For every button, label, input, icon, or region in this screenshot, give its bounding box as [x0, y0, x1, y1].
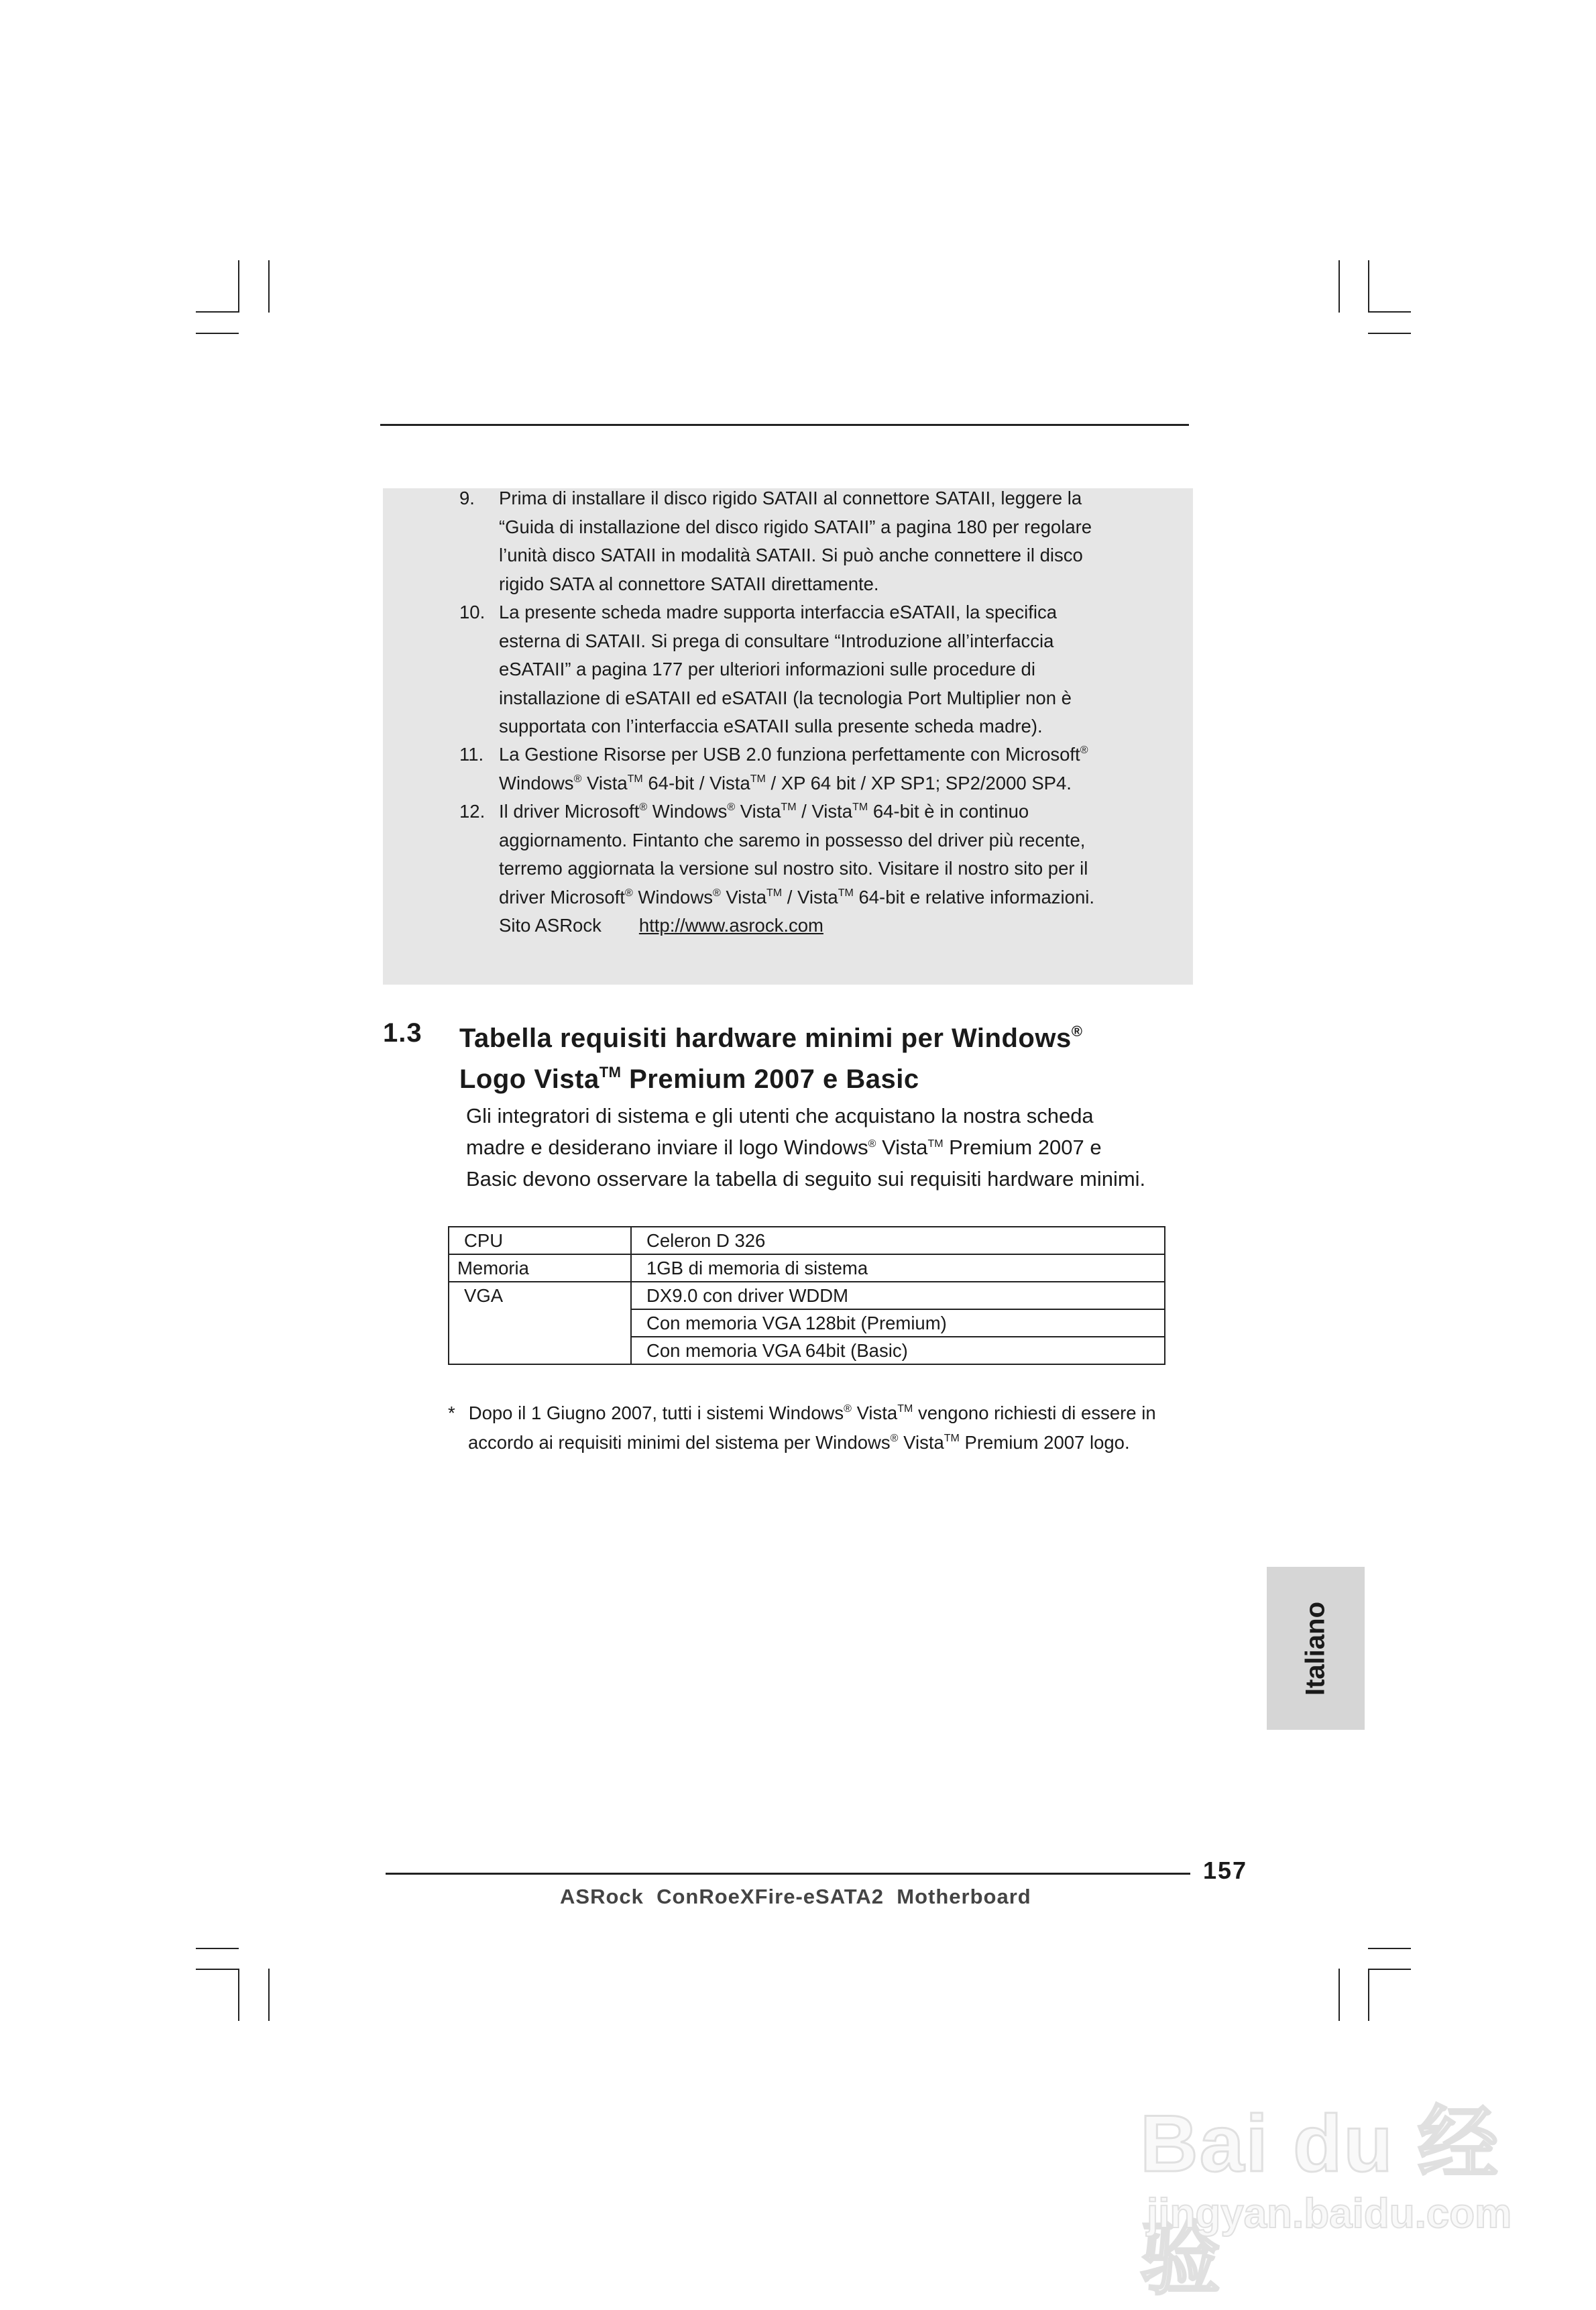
crop-mark — [196, 311, 239, 313]
section-title: Tabella requisiti hardware minimi per Windows® Logo Vista™ Premium 2007 e Basic — [459, 1023, 1083, 1094]
table-row: Con memoria VGA 128bit (Premium) — [449, 1309, 1165, 1337]
intro-paragraph: Gli integratori di sistema e gli utenti che acquistano la nostra scheda madre e desiderano inviare il logo Windows® Vista™ Premium 2007 e Basic devono osservare la tabella di seguito sui requisiti hardware minimi. — [466, 1104, 1146, 1191]
table-row: CPU Celeron D 326 — [449, 1227, 1165, 1254]
note-9: 9. Prima di installare il disco rigido SATAII al connettore SATAII, leggere la “Guida di installazione del disco rigido SATAII” a pagina 180 per regolare l’unità disco SATAII in modalità SATAII. Si può anche connettere il disco rigido SATA al connettore SATAII direttamente. — [459, 488, 1092, 594]
baidu-watermark: Bai du 经验 jingyan.baidu.com — [1140, 2099, 1512, 2304]
crop-mark — [1368, 1969, 1369, 2021]
crop-mark — [196, 333, 239, 334]
crop-mark — [1368, 311, 1411, 313]
table-row: Memoria 1GB di memoria di sistema — [449, 1254, 1165, 1282]
requirements-table — [448, 1226, 1165, 1365]
crop-mark — [268, 1969, 270, 2021]
crop-mark — [268, 260, 270, 313]
crop-mark — [1368, 333, 1411, 334]
header-rule — [380, 424, 1189, 426]
crop-mark — [196, 1948, 239, 1949]
crop-mark — [1368, 1969, 1411, 1970]
crop-mark — [1338, 1969, 1340, 2021]
note-10: 10. La presente scheda madre supporta interfaccia eSATAII, la specifica esterna di SATAII. Si prega di consultare “Introduzione all’interfaccia eSATAII” a pagina 177 per ulteriori informazioni sulle procedure di installazione di eSATAII ed eSATAII (la tecnologia Port Multiplier non è supportata con l’interfaccia eSATAII sulla presente scheda madre). — [459, 602, 1072, 736]
crop-mark — [238, 260, 239, 313]
asrock-site-link[interactable]: http://www.asrock.com — [638, 915, 823, 936]
page-number: 157 — [1203, 1857, 1248, 1884]
crop-mark — [238, 1969, 239, 2021]
site-label: Sito ASRock — [499, 915, 602, 936]
note-12: 12. Il driver Microsoft® Windows® Vista™ / Vista™ 64-bit è in continuo aggiornamento. Fintanto che saremo in possesso del driver più recente, terremo aggiornata la versione sul nostro sito. Visitare il nostro sito per il driver Microsoft® Windows® Vista™ / Vista™ 64-bit e relative informazioni. Sito ASRock http://www.asrock.com — [459, 801, 1095, 936]
language-tab: Italiano — [1267, 1567, 1365, 1730]
crop-mark — [196, 1969, 239, 1970]
footer-title: ASRock ConRoeXFire-eSATA2 Motherboard — [560, 1885, 1031, 1908]
footnote: * Dopo il 1 Giugno 2007, tutti i sistemi Windows® Vista™ vengono richiesti di essere in accordo ai requisiti minimi del sistema per Windows® Vista™ Premium 2007 logo. — [448, 1402, 1156, 1453]
footer-rule — [386, 1873, 1190, 1875]
table-row: VGA DX9.0 con driver WDDM — [449, 1282, 1165, 1309]
crop-mark — [1368, 1948, 1411, 1949]
table-row: Con memoria VGA 64bit (Basic) — [449, 1337, 1165, 1364]
note-11: 11. La Gestione Risorse per USB 2.0 funziona perfettamente con Microsoft® Windows® Vista™ 64-bit / Vista™ / XP 64 bit / XP SP1; SP2/2000 SP4. — [459, 744, 1088, 793]
crop-mark — [1368, 260, 1369, 313]
section-number: 1.3 — [383, 1018, 422, 1048]
crop-mark — [1338, 260, 1340, 313]
